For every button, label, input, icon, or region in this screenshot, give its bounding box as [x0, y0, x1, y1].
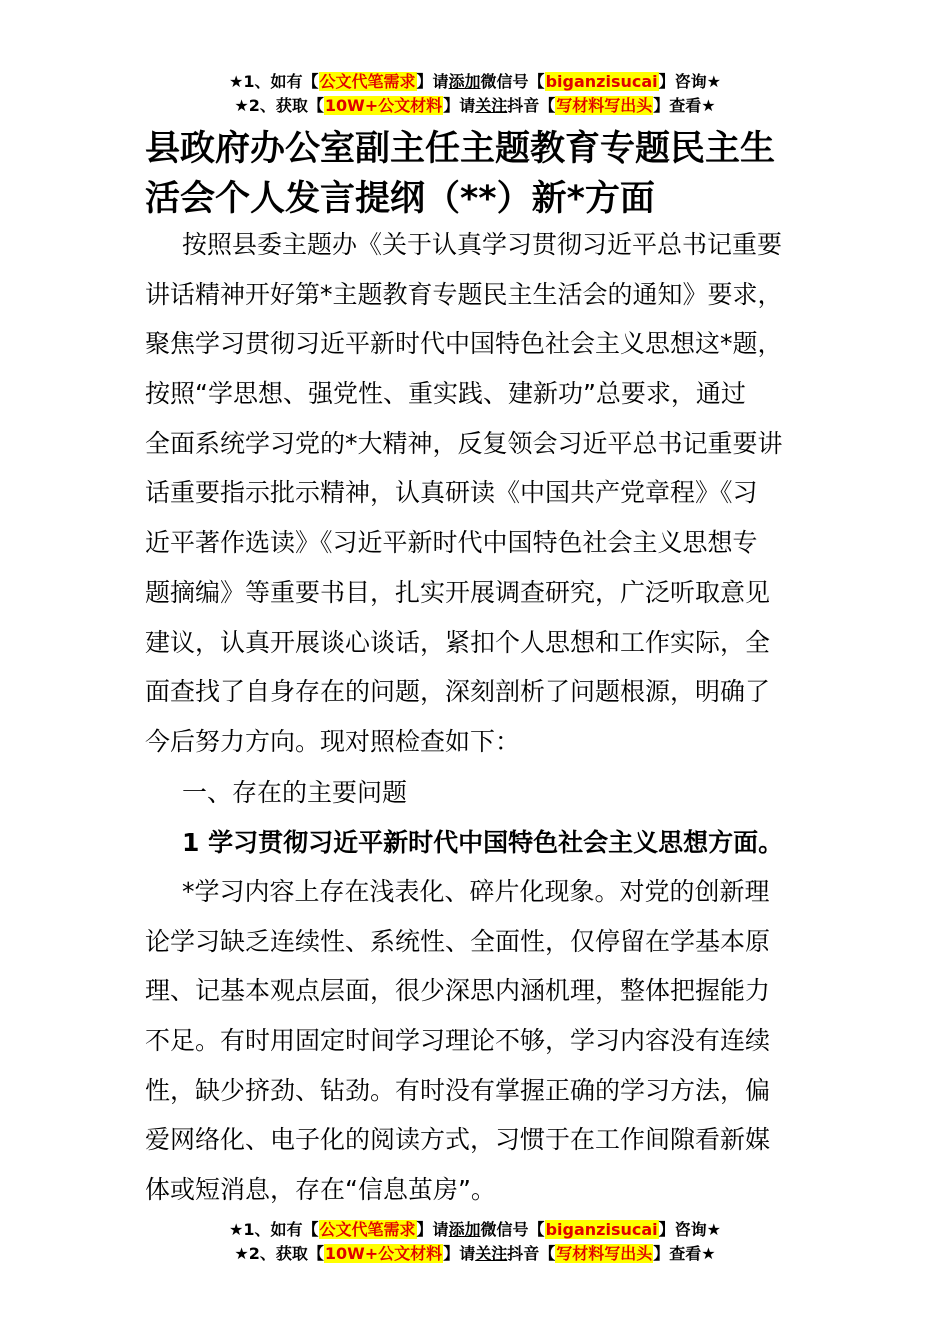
heading-text: 一、存在的主要问题: [182, 778, 408, 807]
promo-text: 】查看★: [653, 1244, 716, 1263]
promo-underlined: 添加: [448, 72, 481, 91]
promo-highlight: 写材料写出头: [556, 96, 653, 115]
promo-text: ★2、获取【: [234, 96, 324, 115]
subsection-heading: [145, 818, 810, 868]
text-line: 近平著作选读》《习近平新时代中国特色社会主义思想专: [145, 528, 758, 558]
promo-text: 微信号【: [480, 1220, 545, 1239]
promo-text: 抖音【: [507, 1244, 556, 1263]
promo-text: 】请: [443, 1244, 476, 1263]
title-line: 县政府办公室副主任主题教育专题民主生: [145, 129, 776, 169]
document-title: [145, 124, 825, 224]
promo-text: 抖音【: [507, 96, 556, 115]
text-line: 今后努力方向。现对照检查如下：: [145, 726, 521, 756]
text-line: 话重要指示批示精神，认真研读《中国共产党章程》《习: [145, 478, 758, 508]
text-line: 不足。有时用固定时间学习理论不够，学习内容没有连续: [145, 1026, 771, 1056]
text-line: 全面系统学习党的*大精神，反复领会习近平总书记重要讲: [145, 428, 783, 458]
promo-banner-bottom: [0, 1218, 950, 1266]
promo-text: ★1、如有【: [229, 1220, 319, 1239]
body-paragraph: [145, 867, 810, 1215]
promo-text: ★2、获取【: [234, 1244, 324, 1263]
promo-underlined: 关注: [475, 96, 508, 115]
promo-line-2: [0, 94, 950, 118]
promo-text: ★1、如有【: [229, 72, 319, 91]
promo-line-1: [0, 70, 950, 94]
heading-text: 1 学习贯彻习近平新时代中国特色社会主义思想方面。: [182, 828, 784, 857]
text-line: 面查找了自身存在的问题，深刻剖析了问题根源，明确了: [145, 677, 771, 707]
text-line: 论学习缺乏连续性、系统性、全面性，仅停留在学基本原: [145, 926, 771, 956]
title-line: 活会个人发言提纲（**）新*方面: [145, 179, 655, 219]
text-line: 性，缺少挤劲、钻劲。有时没有掌握正确的学习方法，偏: [145, 1075, 771, 1105]
text-line: 理、记基本观点层面，很少深思内涵机理，整体把握能力: [145, 976, 771, 1006]
promo-highlight: biganzisucai: [545, 72, 658, 91]
promo-underlined: 添加: [448, 1220, 481, 1239]
promo-highlight: 10W+公文材料: [324, 1244, 443, 1263]
promo-highlight: 公文代笔需求: [319, 1220, 416, 1239]
section-heading: [145, 768, 810, 818]
promo-line-2: [0, 1242, 950, 1266]
text-line: 聚焦学习贯彻习近平新时代中国特色社会主义思想这*题，: [145, 329, 783, 359]
promo-line-1: [0, 1218, 950, 1242]
promo-text: 】请: [416, 72, 449, 91]
promo-highlight: biganzisucai: [545, 1220, 658, 1239]
promo-text: 】咨询★: [658, 72, 721, 91]
text-line: 按照县委主题办《关于认真学习贯彻习近平总书记重要: [182, 230, 783, 259]
promo-text: 】查看★: [653, 96, 716, 115]
promo-highlight: 写材料写出头: [556, 1244, 653, 1263]
intro-paragraph: [145, 220, 810, 767]
promo-text: 】请: [443, 96, 476, 115]
text-line: 讲话精神开好第*主题教育专题民主生活会的通知》要求，: [145, 279, 783, 309]
promo-text: 】咨询★: [658, 1220, 721, 1239]
promo-banner-top: [0, 70, 950, 118]
promo-highlight: 公文代笔需求: [319, 72, 416, 91]
text-line: *学习内容上存在浅表化、碎片化现象。对党的创新理: [182, 877, 770, 906]
text-line: 题摘编》等重要书目，扎实开展调查研究，广泛听取意见: [145, 577, 771, 607]
promo-text: 】请: [416, 1220, 449, 1239]
text-line: 按照“学思想、强党性、重实践、建新功”总要求，通过: [145, 379, 746, 409]
text-line: 建议，认真开展谈心谈话，紧扣个人思想和工作实际，全: [145, 627, 771, 657]
promo-text: 微信号【: [480, 72, 545, 91]
promo-underlined: 关注: [475, 1244, 508, 1263]
promo-highlight: 10W+公文材料: [324, 96, 443, 115]
text-line: 体或短消息，存在“信息茧房”。: [145, 1175, 496, 1205]
text-line: 爱网络化、电子化的阅读方式，习惯于在工作间隙看新媒: [145, 1125, 771, 1155]
